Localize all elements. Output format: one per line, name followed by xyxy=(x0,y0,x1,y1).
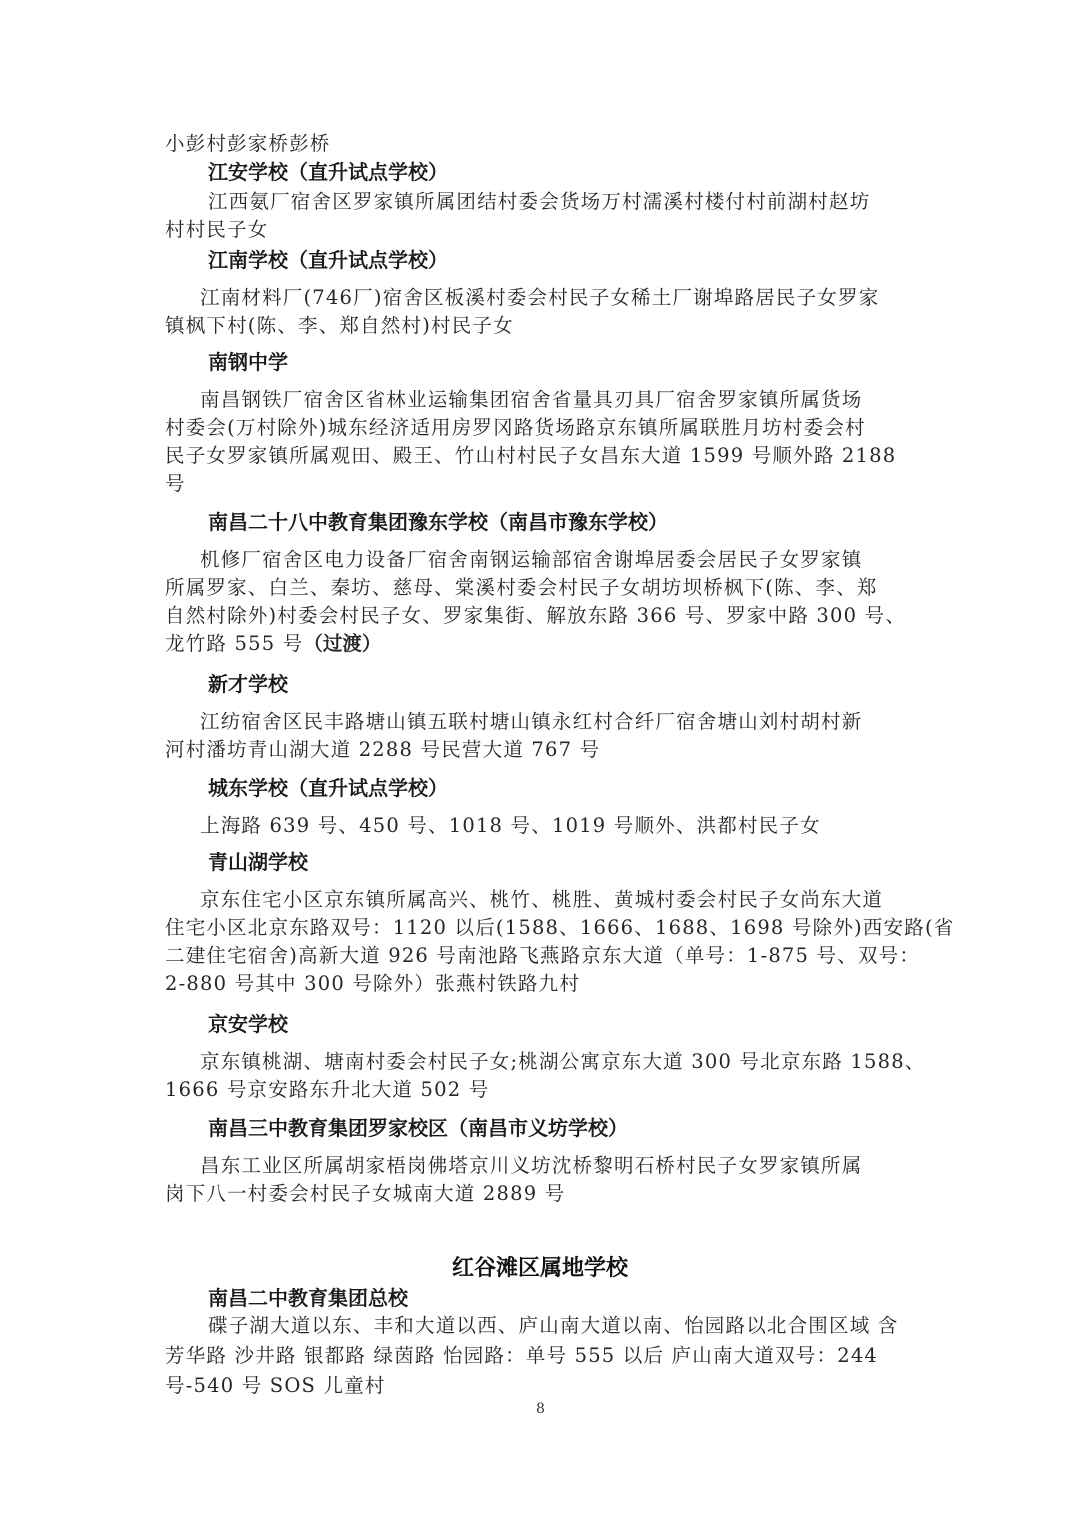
body-text-line xyxy=(165,630,381,658)
body-text-line: 号 xyxy=(165,472,186,495)
body-text-line: 芳华路 沙井路 银都路 绿茵路 怡园路：单号 555 以后 庐山南大道双号：244 xyxy=(165,1344,879,1367)
body-text-line: 江南材料厂(746厂)宿舍区板溪村委会村民子女稀土厂谢埠路居民子女罗家 xyxy=(200,286,880,309)
school-heading: 青山湖学校 xyxy=(208,850,308,874)
body-text-line: 南昌钢铁厂宿舍区省林业运输集团宿舍省量具刃具厂宿舍罗家镇所属货场 xyxy=(200,388,863,411)
district-title: 红谷滩区属地学校 xyxy=(452,1256,629,1281)
body-text-line: 小彭村彭家桥彭桥 xyxy=(165,132,331,155)
body-text-line: 村委会(万村除外)城东经济适用房罗冈路货场路京东镇所属联胜月坊村委会村 xyxy=(165,416,866,439)
body-text-line: 江西氨厂宿舍区罗家镇所属团结村委会货场万村濡溪村楼付村前湖村赵坊 xyxy=(208,190,871,213)
body-text-line: 2-880 号其中 300 号除外）张燕村铁路九村 xyxy=(165,972,581,995)
school-heading: 江安学校（直升试点学校） xyxy=(208,160,448,184)
body-text-line: 江纺宿舍区民丰路塘山镇五联村塘山镇永红村合纤厂宿舍塘山刘村胡村新 xyxy=(200,710,863,733)
body-text-line: 1666 号京安路东升北大道 502 号 xyxy=(165,1078,490,1101)
body-text-line: 自然村除外)村委会村民子女、罗家集街、解放东路 366 号、罗家中路 300 号、 xyxy=(165,604,907,627)
body-text-line: 镇枫下村(陈、李、郑自然村)村民子女 xyxy=(165,314,514,337)
body-text-line: 碟子湖大道以东、丰和大道以西、庐山南大道以南、怡园路以北合围区域 含 xyxy=(208,1314,899,1337)
body-text-line: 上海路 639 号、450 号、1018 号、1019 号顺外、洪都村民子女 xyxy=(200,814,821,837)
school-heading: 南昌三中教育集团罗家校区（南昌市义坊学校） xyxy=(208,1116,628,1140)
transition-note: （过渡） xyxy=(303,632,382,655)
body-text-line: 住宅小区北京东路双号：1120 以后(1588、1666、1688、1698 号除外)西安路(省 xyxy=(165,916,955,939)
body-text-line: 京东住宅小区京东镇所属高兴、桃竹、桃胜、黄城村委会村民子女尚东大道 xyxy=(200,888,884,911)
body-text-segment: 龙竹路 555 号 xyxy=(165,632,304,655)
page-number: 8 xyxy=(536,1401,545,1417)
school-heading: 新才学校 xyxy=(208,672,288,696)
body-text-line: 村村民子女 xyxy=(165,218,269,241)
body-text-line: 机修厂宿舍区电力设备厂宿舍南钢运输部宿舍谢埠居委会居民子女罗家镇 xyxy=(200,548,863,571)
school-heading: 南昌二中教育集团总校 xyxy=(208,1286,408,1310)
body-text-line: 岗下八一村委会村民子女城南大道 2889 号 xyxy=(165,1182,566,1205)
body-text-line: 昌东工业区所属胡家梧岗佛塔京川义坊沈桥黎明石桥村民子女罗家镇所属 xyxy=(200,1154,863,1177)
school-heading: 江南学校（直升试点学校） xyxy=(208,248,448,272)
body-text-line: 京东镇桃湖、塘南村委会村民子女;桃湖公寓京东大道 300 号北京东路 1588、 xyxy=(200,1050,926,1073)
body-text-line: 民子女罗家镇所属观田、殿王、竹山村村民子女昌东大道 1599 号顺外路 2188 xyxy=(165,444,897,467)
school-heading: 南钢中学 xyxy=(208,350,288,374)
body-text-line: 河村潘坊青山湖大道 2288 号民营大道 767 号 xyxy=(165,738,601,761)
school-heading: 城东学校（直升试点学校） xyxy=(208,776,448,800)
body-text-line: 号-540 号 SOS 儿童村 xyxy=(165,1374,386,1397)
body-text-line: 所属罗家、白兰、秦坊、慈母、棠溪村委会村民子女胡坊坝桥枫下(陈、李、郑 xyxy=(165,576,878,599)
school-heading: 南昌二十八中教育集团豫东学校（南昌市豫东学校） xyxy=(208,510,668,534)
school-heading: 京安学校 xyxy=(208,1012,288,1036)
body-text-line: 二建住宅宿舍)高新大道 926 号南池路飞燕路京东大道（单号：1-875 号、双号： xyxy=(165,944,921,967)
